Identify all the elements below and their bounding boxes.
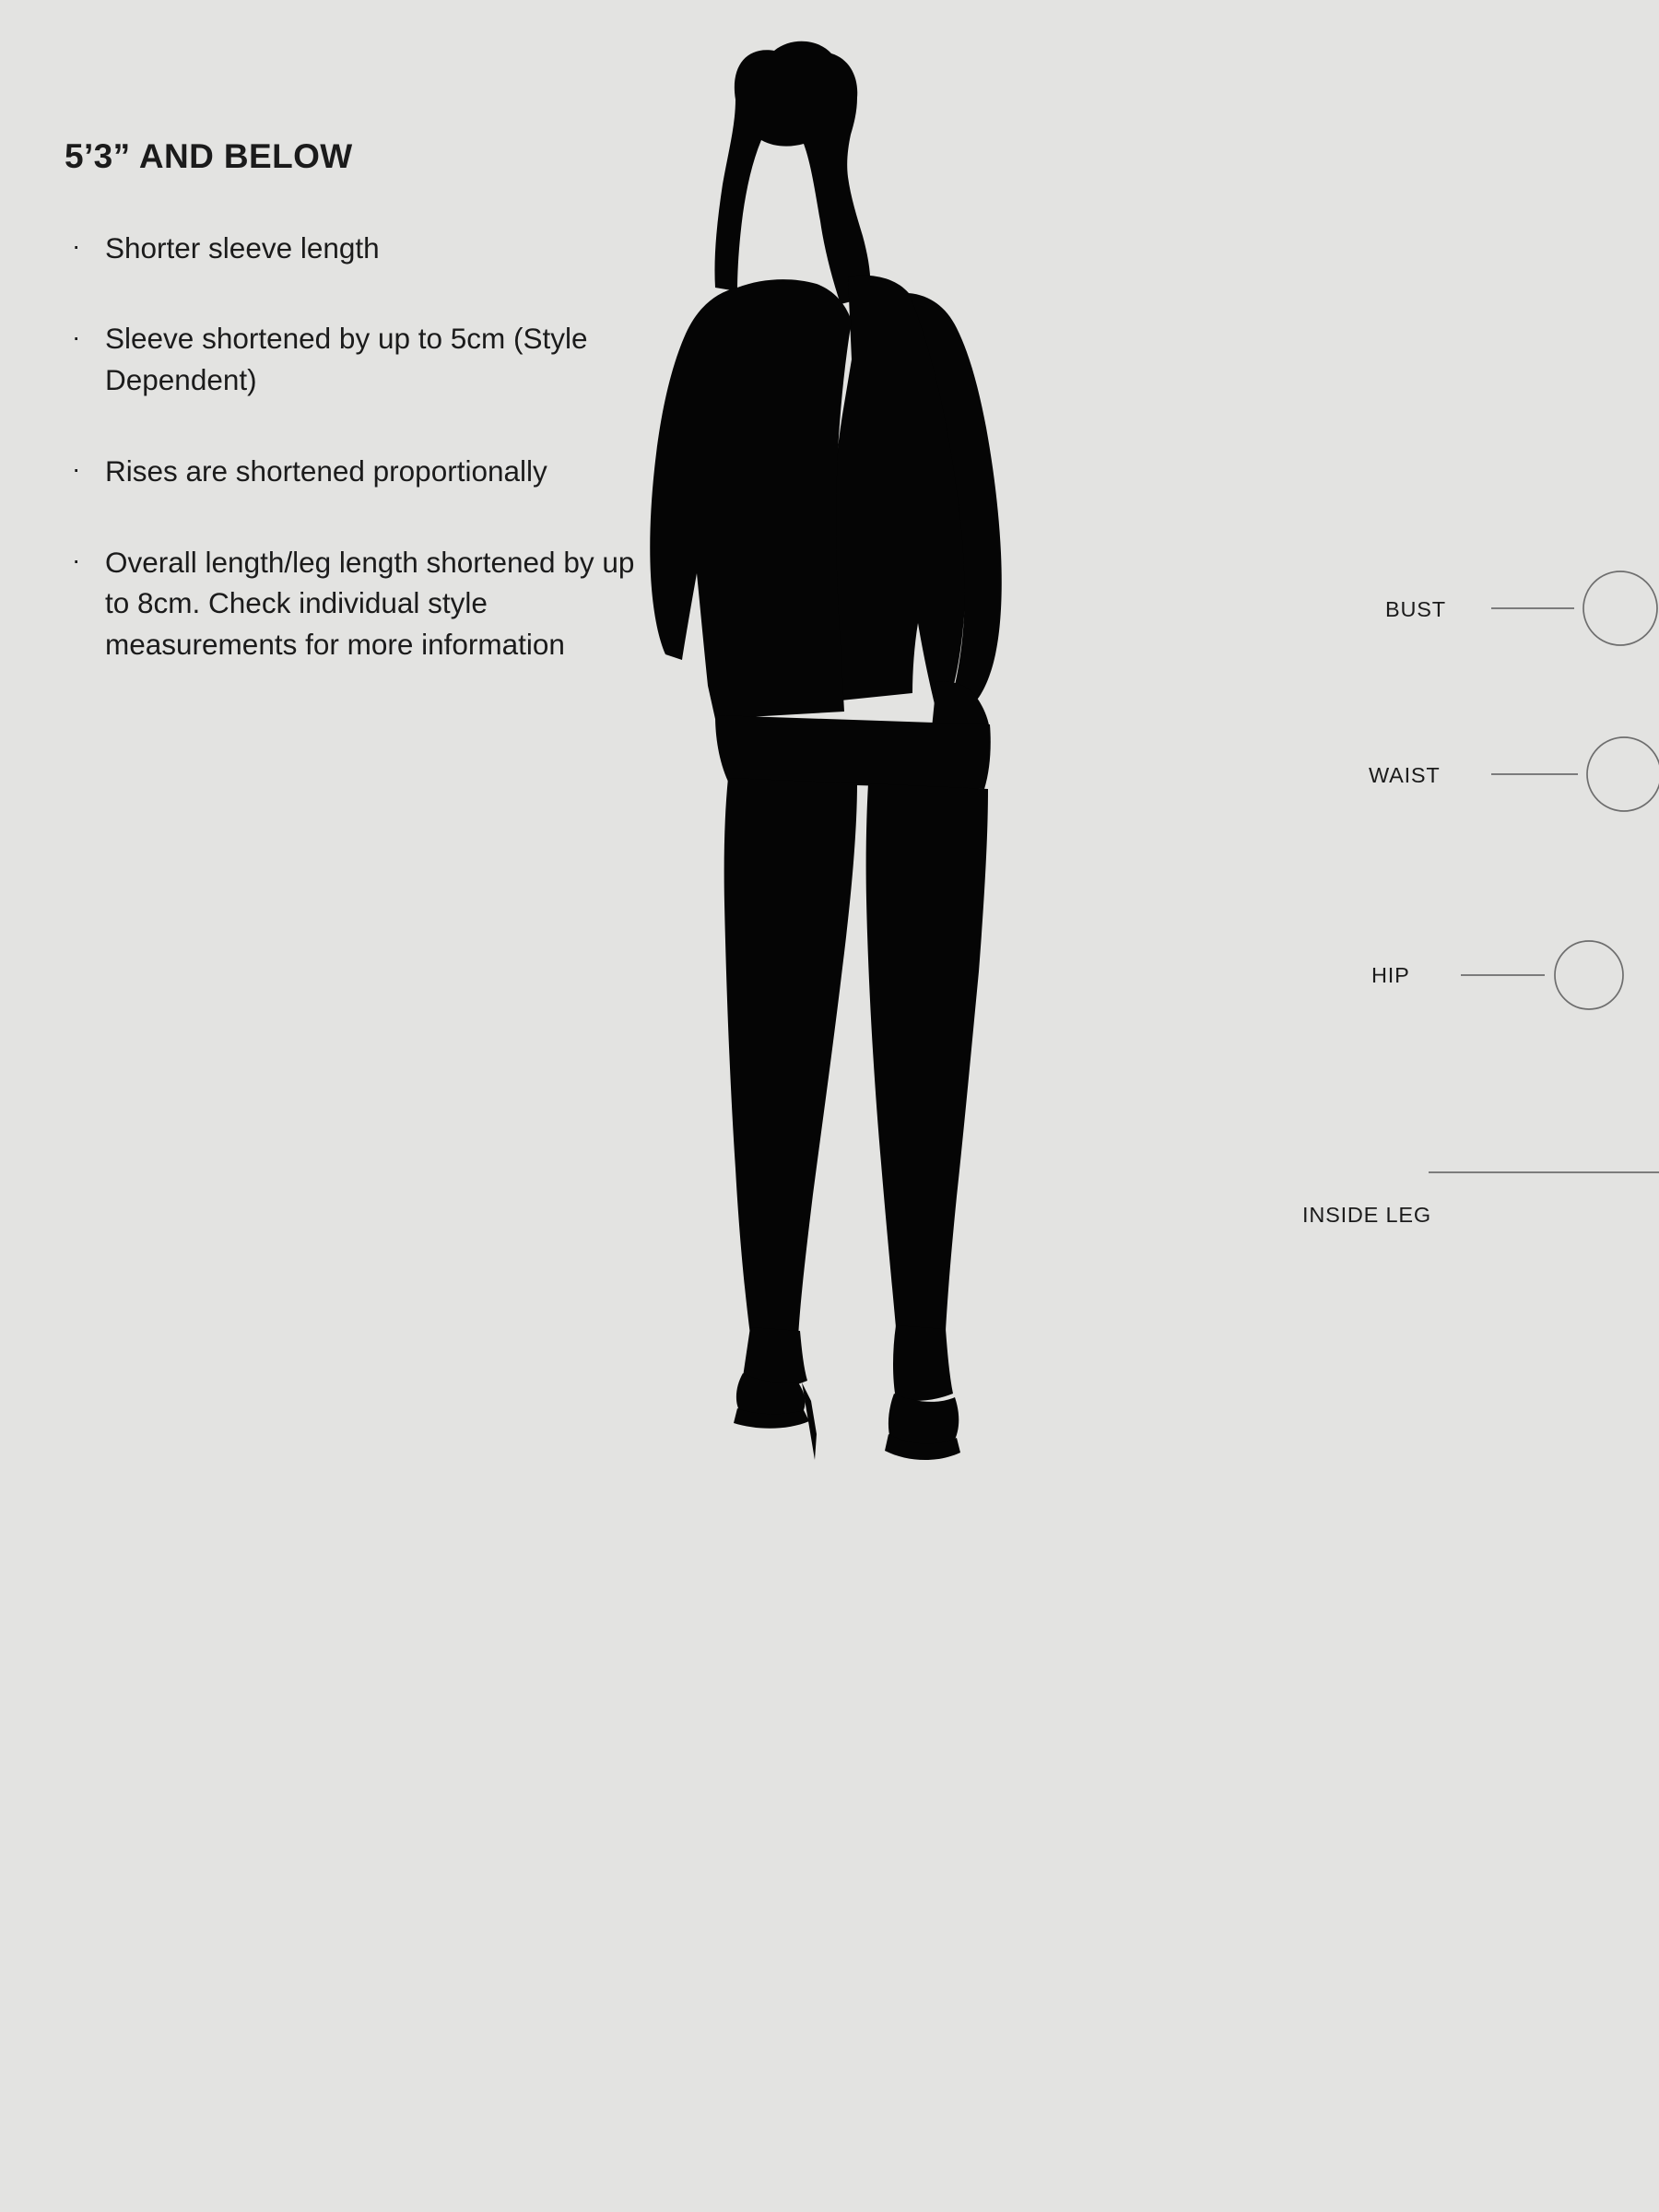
- bust-marker-circle: [1583, 571, 1657, 645]
- list-item: [65, 318, 636, 400]
- bullet-list: [65, 228, 636, 665]
- bullet-marker: ·: [72, 231, 81, 261]
- list-item: [65, 542, 636, 665]
- bullet-marker: ·: [72, 454, 81, 484]
- silhouette-shape: [650, 41, 1002, 1460]
- callout-label-waist: WAIST: [1369, 763, 1441, 787]
- callout-label-inside-leg: INSIDE LEG: [1302, 1203, 1431, 1227]
- hip-marker-circle: [1555, 941, 1623, 1009]
- bullet-marker: ·: [72, 322, 81, 351]
- list-item: [65, 228, 636, 269]
- list-item-label: Rises are shortened proportionally: [105, 453, 547, 488]
- silhouette-illustration: [627, 0, 1659, 2212]
- figure-diagram: [627, 0, 1659, 2212]
- page-title: 5’3” AND BELOW: [65, 137, 353, 175]
- list-item-label: Shorter sleeve length: [105, 230, 380, 265]
- list-item: [65, 451, 636, 492]
- list-item-label: Overall length/leg length shortened by up to 8cm. Check individual style measurements for more information: [105, 545, 635, 661]
- waist-marker-circle: [1587, 737, 1659, 811]
- info-panel: [65, 138, 636, 665]
- list-item-label: Sleeve shortened by up to 5cm (Style Dependent): [105, 322, 588, 397]
- callout-lines: [1429, 571, 1659, 1841]
- bullet-marker: ·: [72, 546, 81, 575]
- callout-label-hip: HIP: [1371, 963, 1410, 987]
- callout-label-bust: BUST: [1385, 597, 1446, 621]
